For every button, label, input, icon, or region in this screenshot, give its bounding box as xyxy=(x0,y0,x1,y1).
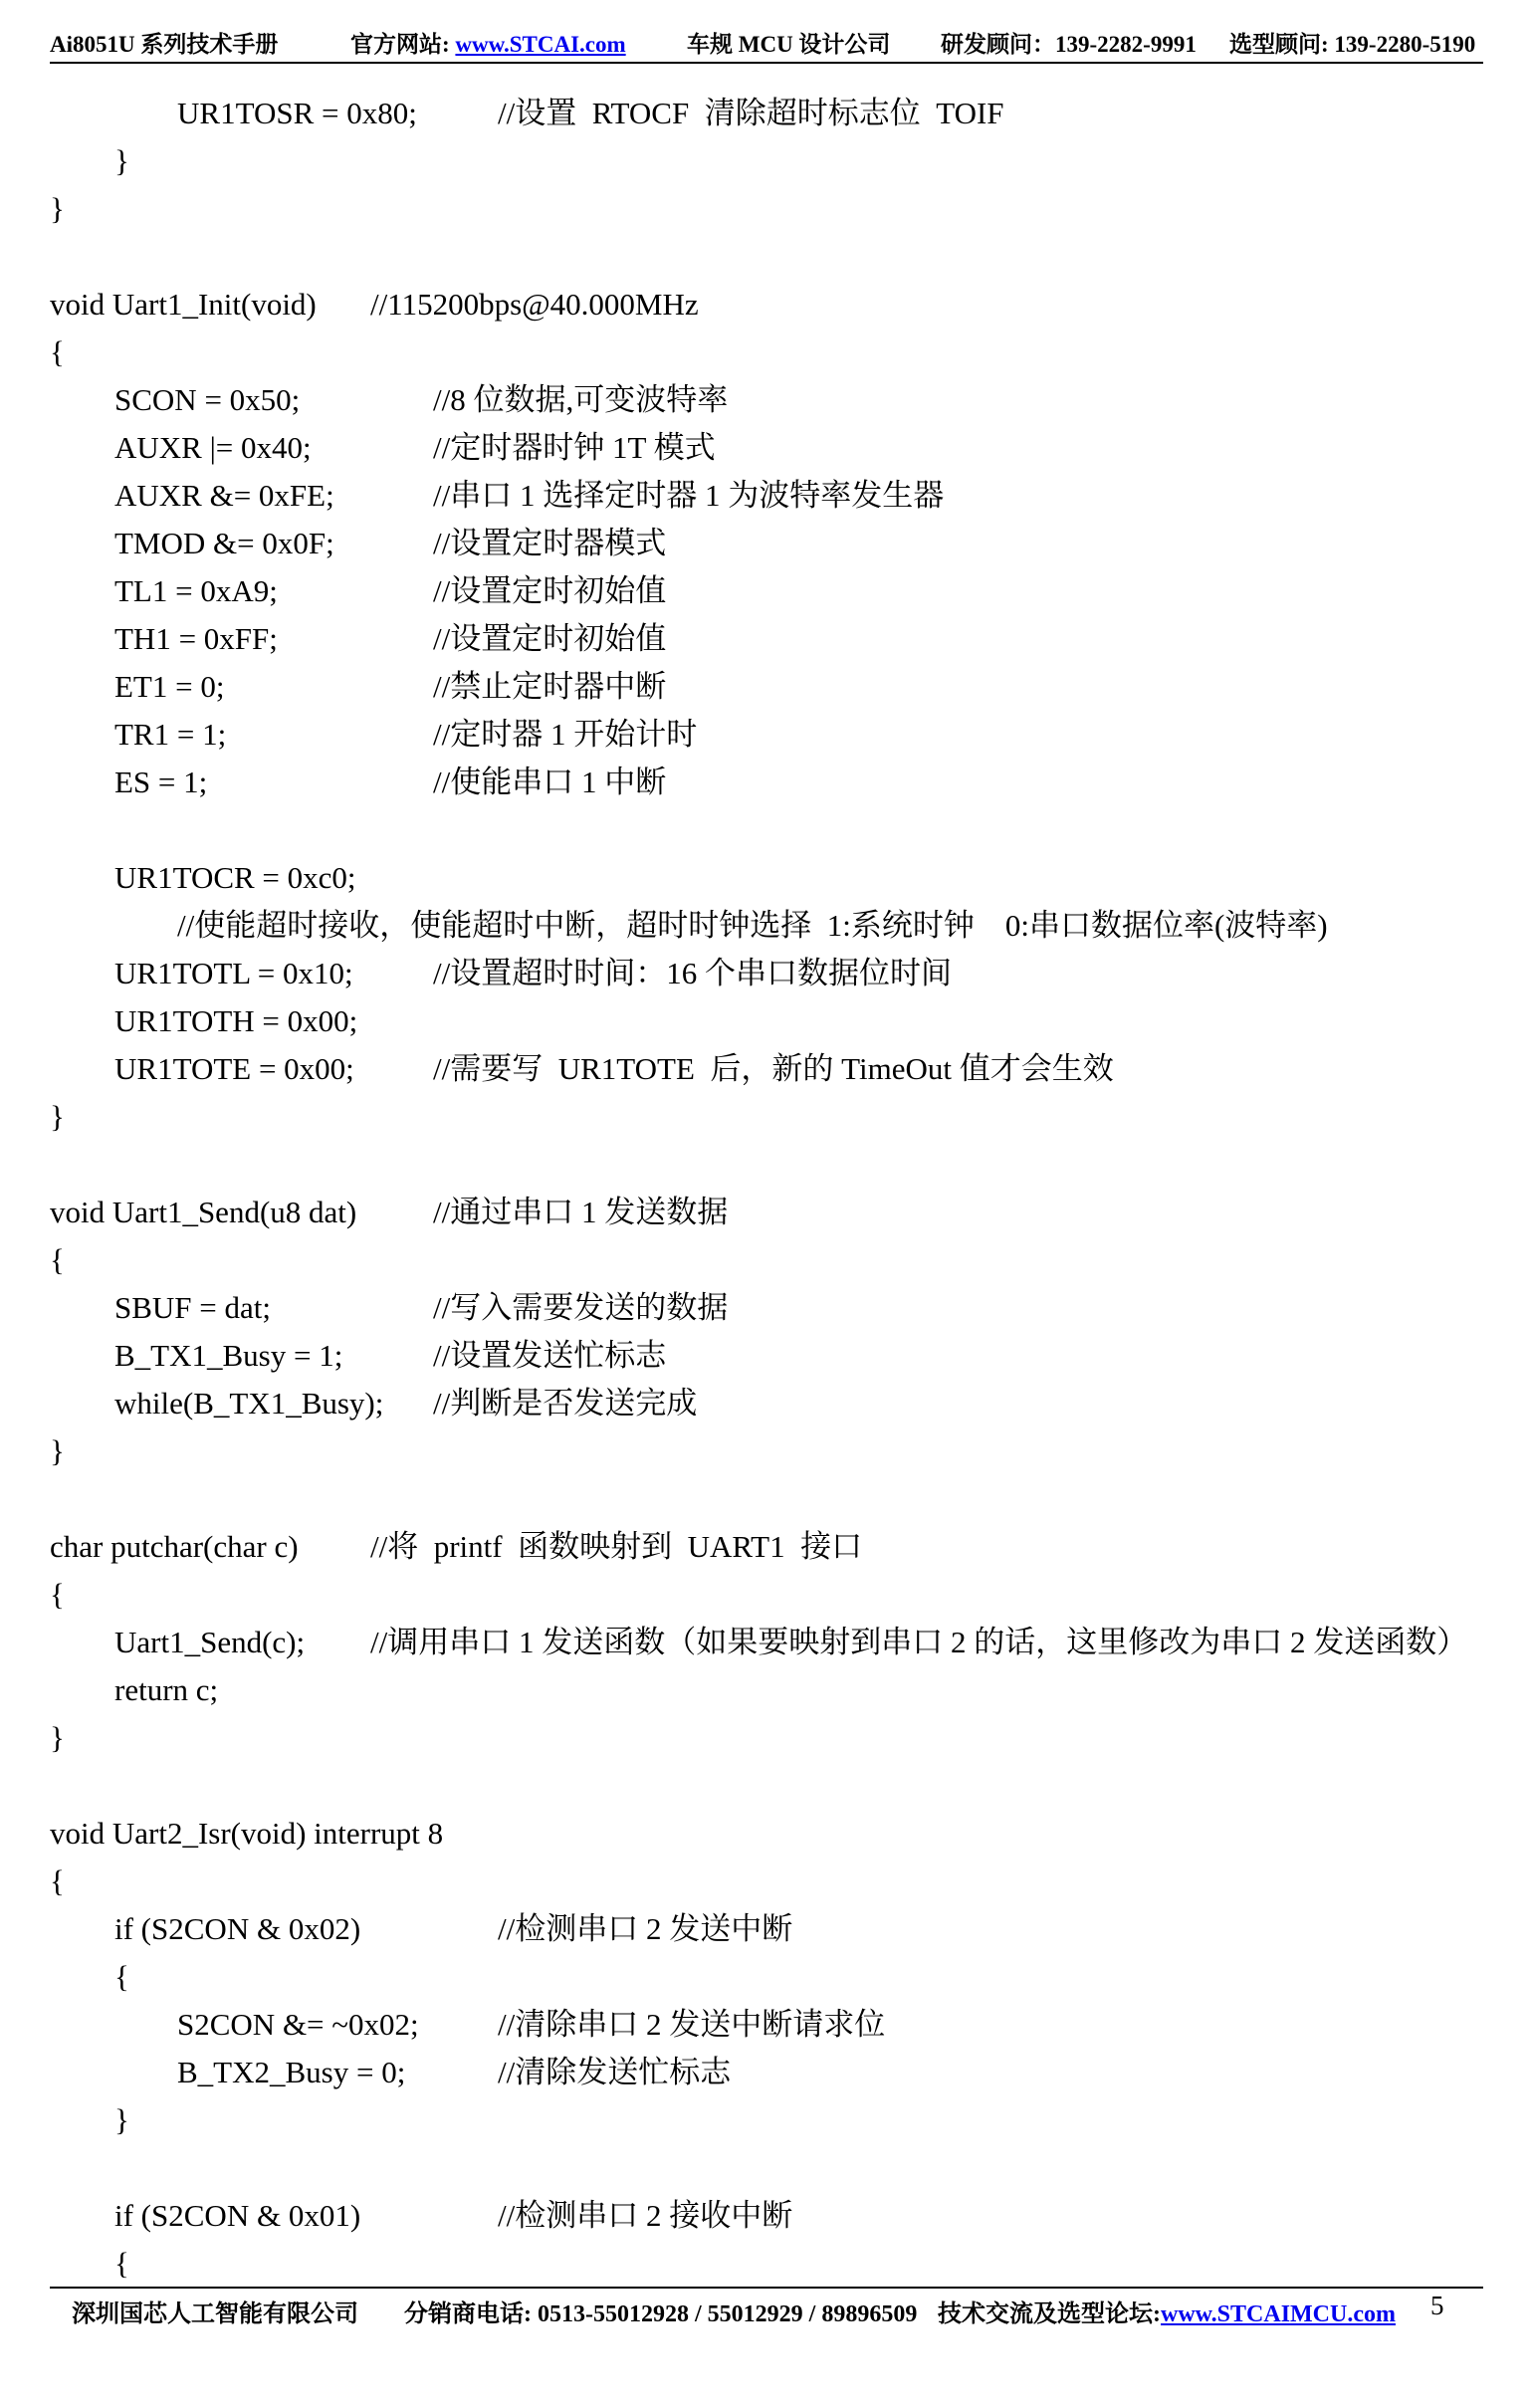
code-text: ET1 = 0; xyxy=(114,669,225,704)
code-line xyxy=(0,2240,1531,2288)
code-line xyxy=(0,2001,1531,2049)
code-text: { xyxy=(50,334,65,369)
code-line xyxy=(0,567,1531,615)
code-text: AUXR |= 0x40; xyxy=(114,430,312,465)
code-text: } xyxy=(114,143,129,178)
code-text: { xyxy=(50,1863,65,1898)
code-line xyxy=(0,233,1531,281)
code-line xyxy=(0,328,1531,376)
code-line xyxy=(0,1189,1531,1236)
code-line xyxy=(0,1427,1531,1475)
code-line xyxy=(0,472,1531,520)
official-site-link[interactable]: www.STCAI.com xyxy=(455,32,626,57)
code-line xyxy=(0,137,1531,185)
code-text: while(B_TX1_Busy); xyxy=(114,1386,384,1421)
code-text: } xyxy=(114,2102,129,2137)
code-line xyxy=(0,424,1531,472)
rd-advisor-phone: 研发顾问：139-2282-9991 xyxy=(941,32,1197,57)
code-line xyxy=(0,1571,1531,1619)
code-line xyxy=(0,1236,1531,1284)
code-text: AUXR &= 0xFE; xyxy=(114,478,334,513)
code-listing xyxy=(0,90,1531,2288)
code-comment: //将 printf 函数映射到 UART1 接口 xyxy=(370,1529,863,1564)
code-line xyxy=(0,1953,1531,2001)
code-text: { xyxy=(50,1577,65,1612)
official-site-label: 官方网站: xyxy=(350,32,456,57)
footer-company: 深圳国芯人工智能有限公司 xyxy=(72,2301,358,2327)
code-text: { xyxy=(114,2246,129,2281)
code-comment: //禁止定时器中断 xyxy=(433,669,667,704)
forum-link[interactable]: www.STCAIMCU.com xyxy=(1161,2301,1396,2327)
code-text: void Uart2_Isr(void) interrupt 8 xyxy=(50,1816,444,1851)
company-slogan: 车规 MCU 设计公司 xyxy=(687,32,891,57)
code-comment: //通过串口 1 发送数据 xyxy=(433,1195,729,1229)
code-text: UR1TOCR = 0xc0; xyxy=(114,860,356,895)
page-footer xyxy=(72,2291,1485,2327)
code-comment: //检测串口 2 发送中断 xyxy=(498,1911,793,1946)
code-text: UR1TOTH = 0x00; xyxy=(114,1003,358,1038)
code-line xyxy=(0,1475,1531,1523)
code-text: { xyxy=(50,1242,65,1277)
code-line xyxy=(0,281,1531,328)
code-line xyxy=(0,1666,1531,1714)
code-line xyxy=(0,1714,1531,1762)
selection-advisor-phone: 选型顾问: 139-2280-5190 xyxy=(1229,32,1476,57)
code-text: { xyxy=(114,1959,129,1994)
code-line xyxy=(0,711,1531,759)
code-text: return c; xyxy=(114,1672,219,1707)
code-line xyxy=(0,1810,1531,1858)
code-comment: //设置 RTOCF 清除超时标志位 TOIF xyxy=(498,96,1004,130)
code-text: B_TX2_Busy = 0; xyxy=(177,2055,406,2089)
code-text: TMOD &= 0x0F; xyxy=(114,526,334,560)
code-line xyxy=(0,2049,1531,2096)
code-text: UR1TOTL = 0x10; xyxy=(114,956,353,990)
distributor-phone: 分销商电话: 0513-55012928 / 55012929 / 89896509 xyxy=(404,2301,918,2327)
code-comment: //清除串口 2 发送中断请求位 xyxy=(498,2007,886,2042)
code-text: void Uart1_Init(void) xyxy=(50,287,317,322)
code-comment: //设置定时器模式 xyxy=(433,526,667,560)
code-text: if (S2CON & 0x01) xyxy=(114,2198,361,2233)
code-line xyxy=(0,376,1531,424)
code-text: } xyxy=(50,1433,65,1468)
code-comment: //设置定时初始值 xyxy=(433,621,667,656)
code-line xyxy=(0,2144,1531,2192)
code-text: SCON = 0x50; xyxy=(114,382,301,417)
code-comment: //定时器 1 开始计时 xyxy=(433,717,698,752)
code-text: void Uart1_Send(u8 dat) xyxy=(50,1195,357,1229)
code-line xyxy=(0,1858,1531,1905)
code-line xyxy=(0,185,1531,233)
code-text: UR1TOSR = 0x80; xyxy=(177,96,417,130)
code-line xyxy=(0,854,1531,902)
code-line xyxy=(0,663,1531,711)
code-text: ES = 1; xyxy=(114,765,208,799)
code-text: B_TX1_Busy = 1; xyxy=(114,1338,343,1373)
code-line xyxy=(0,90,1531,137)
code-text: } xyxy=(50,1720,65,1755)
code-text: //使能超时接收，使能超时中断，超时时钟选择 1:系统时钟 0:串口数据位率(波特率) xyxy=(177,908,1328,943)
code-line xyxy=(0,1619,1531,1666)
code-text: SBUF = dat; xyxy=(114,1290,272,1325)
code-comment: //写入需要发送的数据 xyxy=(433,1290,729,1325)
page-header xyxy=(50,26,1483,60)
code-line xyxy=(0,997,1531,1045)
code-line xyxy=(0,2096,1531,2144)
code-line xyxy=(0,2192,1531,2240)
code-comment: //串口 1 选择定时器 1 为波特率发生器 xyxy=(433,478,945,513)
code-line xyxy=(0,1093,1531,1141)
manual-title: Ai8051U 系列技术手册 xyxy=(50,32,279,57)
code-text: TH1 = 0xFF; xyxy=(114,621,278,656)
code-comment: //调用串口 1 发送函数（如果要映射到串口 2 的话，这里修改为串口 2 发送函数） xyxy=(370,1625,1468,1659)
page-number: 5 xyxy=(1430,2291,1444,2320)
code-line xyxy=(0,1380,1531,1427)
code-text: } xyxy=(50,191,65,226)
code-text: TR1 = 1; xyxy=(114,717,227,752)
code-line xyxy=(0,902,1531,950)
forum xyxy=(938,2294,1396,2328)
code-text: S2CON &= ~0x02; xyxy=(177,2007,419,2042)
code-line xyxy=(0,1523,1531,1571)
code-line xyxy=(0,615,1531,663)
code-line xyxy=(0,1762,1531,1810)
code-line xyxy=(0,1332,1531,1380)
code-line xyxy=(0,1905,1531,1953)
code-line xyxy=(0,759,1531,806)
code-comment: //需要写 UR1TOTE 后，新的 TimeOut 值才会生效 xyxy=(433,1051,1114,1086)
code-comment: //设置定时初始值 xyxy=(433,573,667,608)
code-comment: //115200bps@40.000MHz xyxy=(370,287,699,322)
code-comment: //设置发送忙标志 xyxy=(433,1338,667,1373)
footer-divider xyxy=(50,2287,1483,2289)
code-comment: //检测串口 2 接收中断 xyxy=(498,2198,793,2233)
official-site xyxy=(350,26,626,59)
code-text: UR1TOTE = 0x00; xyxy=(114,1051,354,1086)
code-line xyxy=(0,1045,1531,1093)
forum-label: 技术交流及选型论坛: xyxy=(938,2301,1161,2327)
code-text: char putchar(char c) xyxy=(50,1529,299,1564)
code-line xyxy=(0,950,1531,997)
code-comment: //判断是否发送完成 xyxy=(433,1386,698,1421)
code-line xyxy=(0,1284,1531,1332)
code-comment: //设置超时时间：16 个串口数据位时间 xyxy=(433,956,952,990)
code-line xyxy=(0,1141,1531,1189)
code-text: Uart1_Send(c); xyxy=(114,1625,306,1659)
code-text: if (S2CON & 0x02) xyxy=(114,1911,361,1946)
code-text: TL1 = 0xA9; xyxy=(114,573,278,608)
code-comment: //清除发送忙标志 xyxy=(498,2055,732,2089)
code-line xyxy=(0,520,1531,567)
code-line xyxy=(0,806,1531,854)
code-comment: //使能串口 1 中断 xyxy=(433,765,667,799)
code-comment: //定时器时钟 1T 模式 xyxy=(433,430,716,465)
header-divider xyxy=(50,62,1483,64)
code-comment: //8 位数据,可变波特率 xyxy=(433,382,729,417)
code-text: } xyxy=(50,1099,65,1134)
